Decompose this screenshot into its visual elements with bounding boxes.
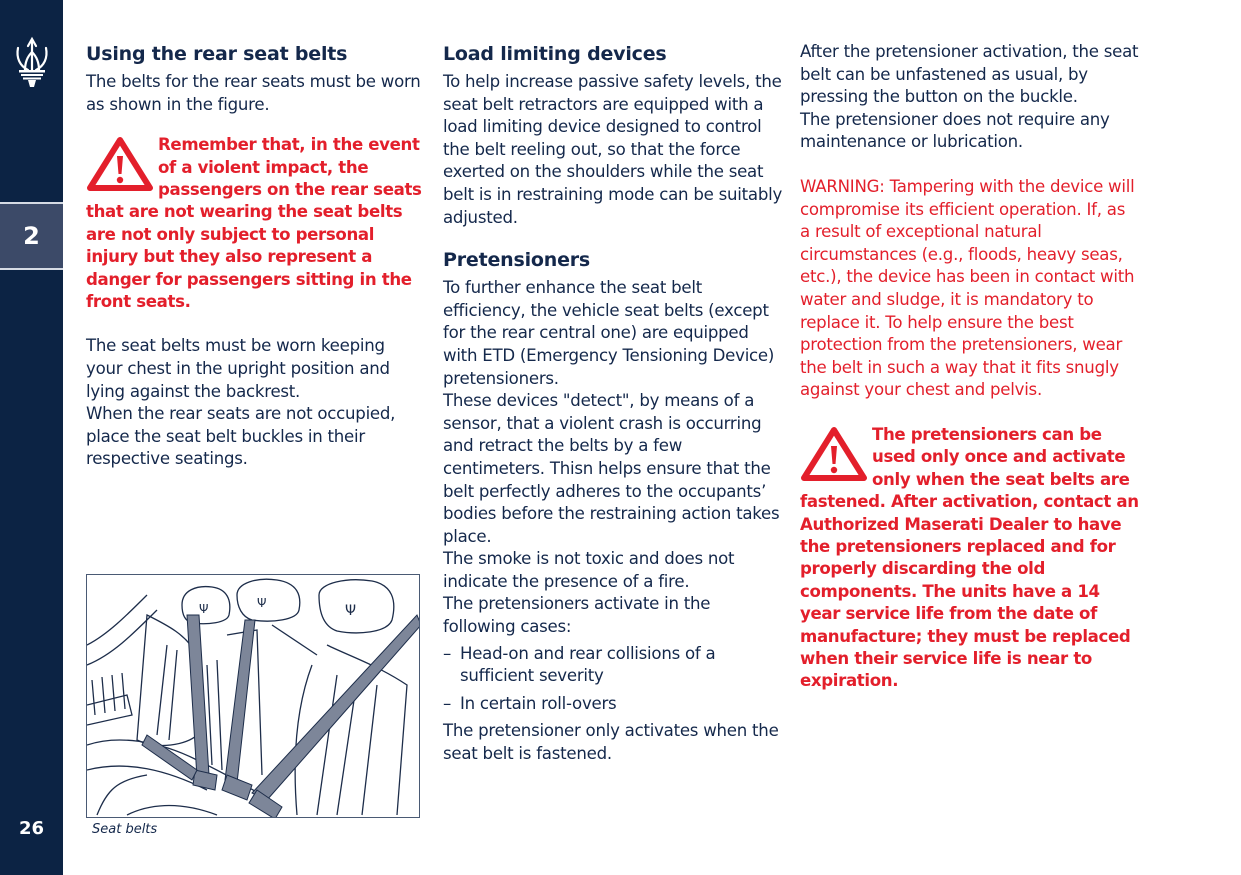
- intro-text: The belts for the rear seats must be worn as shown in the figure.: [86, 72, 421, 114]
- list-item: – In certain roll-overs: [443, 693, 783, 716]
- pretensioners-detect: These devices "detect", by means of a sensor, that a violent crash is occurring and retract the belts by a few centimeters. Thisn helps ensure that the belt perfectly adheres to the occupants’ bodies before the restraining action takes place.: [443, 391, 780, 546]
- unoccupied-text: When the rear seats are not occupied, place the seat belt buckles in their respective seatings.: [86, 404, 396, 469]
- activation-cases-list: [443, 643, 783, 716]
- warning-text-rear: Remember that, in the event of a violent impact, the passengers on the rear seats that are not wearing the seat belts are not only subject to personal injury but they also represent a danger for passengers sitting in the front seats.: [86, 135, 422, 312]
- posture-text: The seat belts must be worn keeping your chest in the upright position and lying against the backrest.: [86, 336, 390, 401]
- warning-block-rear: [86, 134, 426, 313]
- smoke-text: The smoke is not toxic and does not indicate the presence of a fire.: [443, 549, 735, 591]
- fastened-only-text: The pretensioner only activates when the seat belt is fastened.: [443, 721, 779, 764]
- heading-pretensioners: Pretensioners: [443, 249, 591, 272]
- load-limiting-text: To help increase passive safety levels, the seat belt retractors are equipped with a load limiting device designed to control the belt reeling out, so that the force exerted on the shoulders while the seat belt is in restraining mode can be suitably adjusted.: [443, 72, 783, 227]
- figure-caption: Seat belts: [92, 822, 158, 837]
- page-number: 26: [18, 818, 45, 839]
- list-item: – Head-on and rear collisions of a sufficient severity: [443, 643, 783, 688]
- activation-cases-text: The pretensioners activate in the following cases:: [443, 594, 711, 637]
- column-rear-seat-belts: [86, 41, 426, 471]
- maintenance-text: The pretensioner does not require any maintenance or lubrication.: [800, 109, 1110, 152]
- chapter-number: 2: [23, 222, 40, 250]
- unfasten-text: After the pretensioner activation, the seat belt can be unfastened as usual, by pressing the button on the buckle.: [800, 42, 1139, 107]
- seat-belts-illustration: [86, 574, 420, 818]
- pretensioners-intro: To further enhance the seat belt efficiency, the vehicle seat belts (except for the rear central one) are equipped with ETD (Emergency Tensioning Device) pretensioners.: [443, 278, 775, 388]
- svg-text:Ψ: Ψ: [199, 602, 209, 616]
- rear-seats-drawing: [87, 575, 420, 818]
- warning-triangle-icon: [86, 134, 154, 192]
- svg-text:Ψ: Ψ: [345, 603, 357, 619]
- column-pretensioner-after: [800, 41, 1140, 693]
- warning-triangle-icon: [800, 424, 868, 482]
- sidebar: [0, 0, 63, 875]
- tampering-warning-text: WARNING: Tampering with the device will compromise its efficient operation. If, as a result of exceptional natural circumstances (e.g., floods, heavy seas, etc.), the device has been in contact with water and sludge, it is mandatory to replace it. To help ensure the best protection from the pretensioners, wear the belt in such a way that it fits snugly against your chest and pelvis.: [800, 176, 1135, 400]
- trident-logo-icon: [14, 36, 50, 88]
- svg-text:Ψ: Ψ: [257, 596, 267, 610]
- column-load-limiting-pretensioners: [443, 41, 783, 766]
- heading-rear-seat-belts: Using the rear seat belts: [86, 43, 348, 65]
- heading-load-limiting: Load limiting devices: [443, 43, 667, 65]
- warning-text-pretensioners: The pretensioners can be used only once and activate only when the seat belts are fastened. After activation, contact an Authorized Maserati Dealer to have the pretensioners replaced and for properly discarding the old components. The units have a 14 year service life from the date of manufacture; they must be replaced when their service life is near to expiration.: [800, 424, 1139, 691]
- chapter-tab[interactable]: [0, 202, 63, 270]
- warning-block-pretensioners: [800, 424, 1140, 693]
